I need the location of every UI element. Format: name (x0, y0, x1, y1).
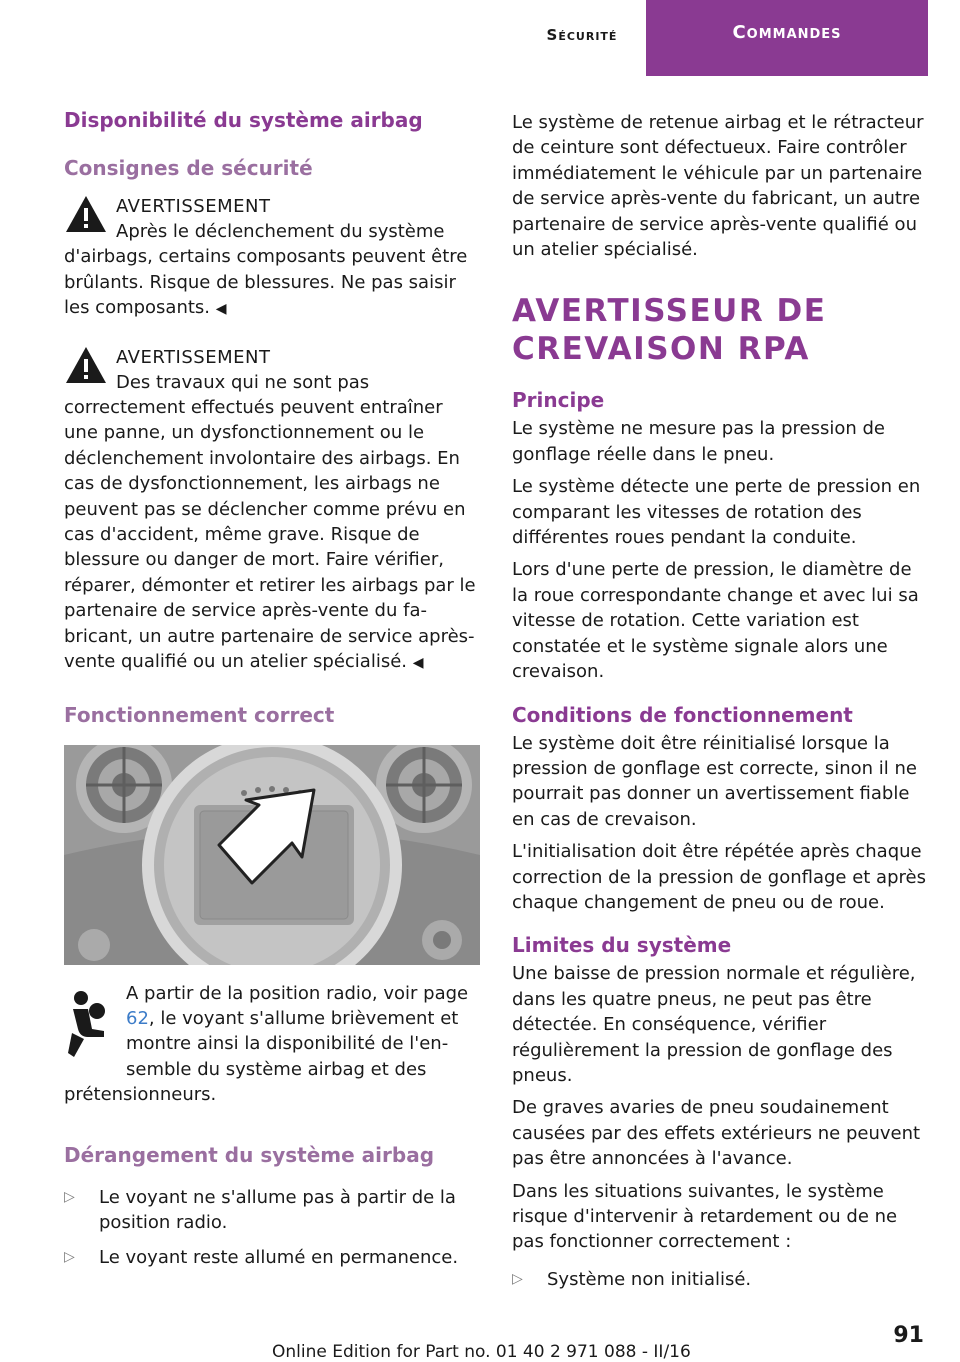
airbag-indicator-block (64, 981, 480, 1115)
end-mark-icon: ◀ (412, 655, 424, 672)
tab-commandes-label: Commandes (732, 22, 842, 43)
heading-derangement: Dérangement du système airbag (64, 1142, 435, 1167)
end-mark-icon: ◀ (215, 301, 227, 318)
heading-disponibilite: Disponibilité du système airbag (64, 108, 423, 132)
airbag-indicator-text: A partir de la position radio, voir page 62, le voyant s'allume brièvement et montre ainsi la disponibilité de l'ensemble du système airbag et des prétensionneurs. (64, 982, 469, 1106)
page-link[interactable]: 62 (126, 1007, 149, 1029)
page-number: 91 (893, 1323, 924, 1348)
heading-consignes: Consignes de sécurité (64, 156, 313, 180)
tab-securite[interactable]: Sécurité (546, 26, 618, 44)
triangle-bullet-icon: ▷ (64, 1249, 75, 1266)
warning-block-1 (64, 194, 480, 323)
paragraph: Dans les situations suivantes, le système risque d'intervenir à retardement ou de ne pas fonctionner correctement : (512, 1180, 898, 1253)
limites-list (512, 1267, 928, 1292)
paragraph: Lors d'une perte de pression, le diamètre de la roue correspondante change et avec lui sa vitesse de rotation. Cette variation est constatée et le système signale alors une crevaison. (512, 559, 919, 683)
paragraph: L'initialisation doit être répétée après chaque correction de la pression de gonflage et après chaque changement de pneu ou de roue. (512, 841, 926, 913)
list-item: ▷ Le voyant ne s'allume pas à partir de la position radio. (64, 1186, 456, 1233)
warning-text (64, 370, 480, 677)
left-column (64, 108, 480, 1281)
triangle-bullet-icon: ▷ (64, 1188, 75, 1205)
intro-paragraph: Le système de retenue airbag et le rétracteur de ceinture sont défectueux. Faire contrôler immédiatement le véhicule par un partenaire de service après-vente du fabricant, un autre partenaire de service après-vente qualifié ou un atelier spécialisé. (512, 112, 924, 261)
list-item: ▷ Le voyant reste allumé en permanence. (64, 1245, 480, 1270)
warning-triangle-icon (64, 345, 108, 385)
airbag-warning-icon (64, 989, 108, 1065)
heading-limites: Limites du système (512, 933, 732, 958)
instrument-cluster-image (64, 745, 480, 965)
header-tabs (504, 0, 928, 76)
list-item: ▷ Système non initialisé. (512, 1267, 928, 1292)
footer-edition: Online Edition for Part no. 01 40 2 971 088 - II/16 (272, 1342, 691, 1362)
heading-conditions: Conditions de fonctionnement (512, 702, 853, 727)
heading-fonctionnement: Fonctionnement correct (64, 702, 335, 727)
right-column (512, 110, 928, 1302)
paragraph: Une baisse de pression normale et régulière, dans les quatre pneus, ne peut pas être détectée. En conséquence, vérifier régulièrement la pression de gonflage des pneus. (512, 963, 916, 1086)
tab-commandes[interactable] (646, 0, 928, 76)
paragraph: Le système détecte une perte de pression en comparant les vitesses de rotation des différentes roues pendant la conduite. (512, 476, 921, 549)
paragraph: Le système doit être réinitialisé lorsque la pression de gonflage est correcte, sinon il ne pourrait pas donner un avertissement fiable en cas de crevaison. (512, 732, 917, 830)
warning-title: AVERTISSEMENT (116, 346, 271, 368)
heading-principe: Principe (512, 388, 605, 413)
warning-text-content: Des travaux qui ne sont pas correctement effectués peuvent entraîner une panne, un dysfonctionnement ou le déclenchement involontaire des airbags. En cas de dysfonctionnement, les airbags ne peuvent pas se déclencher comme prévu en cas d'accident, même grave. Risque de blessure ou danger de mort. Faire vérifier, réparer, démonter et retirer les airbags par le partenaire de service après-vente du fabricant, un autre partenaire de service après-vente qualifié ou un atelier spécialisé. (64, 371, 476, 673)
derangement-list (64, 1185, 480, 1271)
warning-text (64, 219, 480, 323)
warning-text-content: Après le déclenchement du système d'airbags, certains composants peuvent être brûlants. Risque de blessures. Ne pas saisir les composants. (64, 221, 468, 319)
section-title-rpa: AVERTISSEUR DE CREVAISON RPA (512, 293, 827, 368)
warning-triangle-icon (64, 194, 108, 234)
paragraph: Le système ne mesure pas la pression de gonflage réelle dans le pneu. (512, 418, 885, 465)
paragraph: De graves avaries de pneu soudainement causées par des effets extérieurs ne peuvent pas être annoncées à l'avance. (512, 1097, 921, 1170)
warning-title: AVERTISSEMENT (116, 196, 271, 217)
triangle-bullet-icon: ▷ (512, 1270, 523, 1287)
warning-block-2 (64, 345, 480, 677)
